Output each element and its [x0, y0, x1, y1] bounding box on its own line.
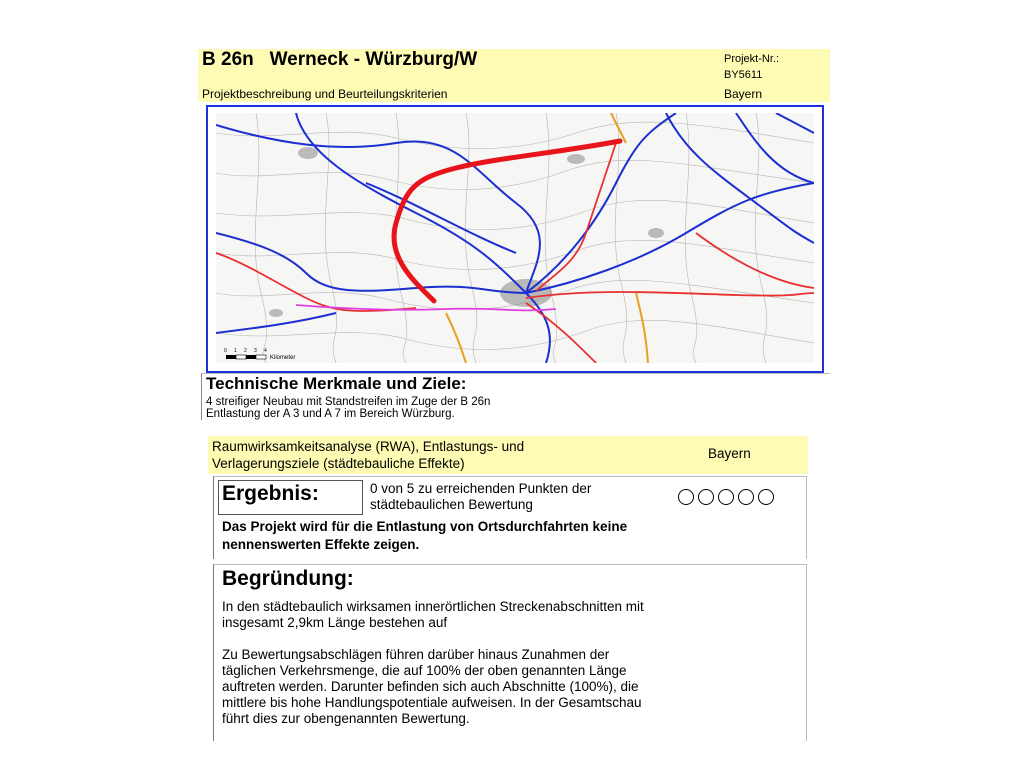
result-heading: Ergebnis: — [222, 482, 319, 505]
rwa-title-line-2: Verlagerungsziele (städtebauliche Effekte) — [212, 456, 465, 471]
result-section — [213, 476, 807, 559]
score-circle — [718, 489, 734, 505]
points-text-line-1: 0 von 5 zu erreichenden Punkten der — [370, 481, 592, 496]
result-summary-line-2: nennenswerten Effekte zeigen. — [222, 537, 420, 552]
svg-text:3: 3 — [254, 348, 257, 354]
reasoning-section — [213, 564, 807, 741]
rwa-state: Bayern — [708, 446, 751, 461]
rwa-header — [208, 436, 808, 474]
scale-unit: Kilometer — [270, 355, 296, 361]
project-number: BY5611 — [724, 69, 763, 81]
technical-features-section — [201, 373, 830, 420]
points-text-line-2: städtebaulichen Bewertung — [370, 497, 533, 512]
project-number-label: Projekt-Nr.: — [724, 53, 780, 65]
reasoning-p2-line-1: Zu Bewertungsabschlägen führen darüber hinaus Zunahmen der — [222, 647, 610, 662]
reasoning-heading: Begründung: — [222, 567, 354, 590]
score-circle — [678, 489, 694, 505]
score-circles — [678, 489, 778, 510]
reasoning-p1-line-1: In den städtebaulich wirksamen innerörtlichen Streckenabschnitten mit — [222, 599, 644, 614]
reasoning-p2-line-3: auftreten werden. Darunter befinden sich auch Abschnitte (100%), die — [222, 679, 639, 694]
route-map — [206, 105, 824, 373]
score-circle — [758, 489, 774, 505]
technical-line-2: Entlastung der A 3 und A 7 im Bereich Würzburg. — [206, 408, 455, 420]
svg-text:0: 0 — [224, 348, 227, 354]
svg-text:4: 4 — [264, 348, 267, 354]
project-subtitle: Projektbeschreibung und Beurteilungskriterien — [202, 87, 448, 101]
project-title: B 26n Werneck - Würzburg/W — [202, 49, 478, 70]
svg-text:1: 1 — [234, 348, 237, 354]
score-circle — [738, 489, 754, 505]
technical-line-1: 4 streifiger Neubau mit Standstreifen im Zuge der B 26n — [206, 396, 491, 408]
rwa-title-line-1: Raumwirksamkeitsanalyse (RWA), Entlastungs- und — [212, 439, 525, 454]
reasoning-p2-line-5: führt dies zur obengenannten Bewertung. — [222, 711, 470, 726]
road-network-map — [216, 113, 814, 363]
reasoning-p2-line-4: mittlere bis hohe Handlungspotentiale aufweisen. In der Gesamtschau — [222, 695, 642, 710]
technical-heading: Technische Merkmale und Ziele: — [206, 374, 467, 393]
score-circle — [698, 489, 714, 505]
result-summary-line-1: Das Projekt wird für die Entlastung von Ortsdurchfahrten keine — [222, 519, 628, 534]
svg-text:2: 2 — [244, 348, 247, 354]
project-state: Bayern — [724, 87, 763, 101]
reasoning-p2-line-2: täglichen Verkehrsmenge, die auf 100% der oben genannten Länge — [222, 663, 627, 678]
reasoning-p1-line-2: insgesamt 2,9km Länge bestehen auf — [222, 615, 448, 630]
project-header — [198, 49, 830, 102]
